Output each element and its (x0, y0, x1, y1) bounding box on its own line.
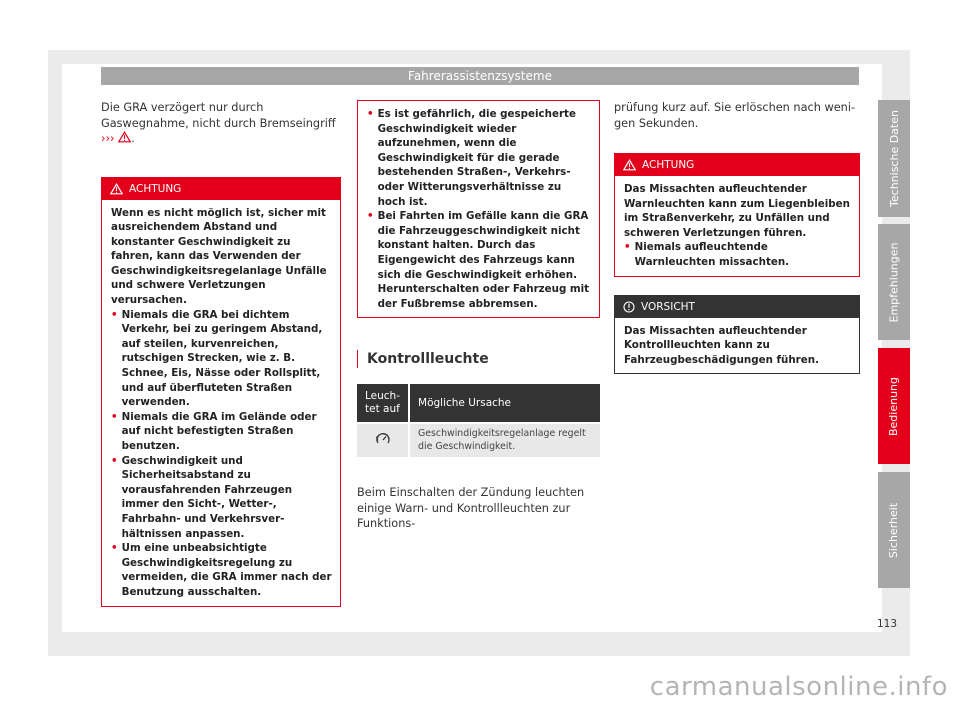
warning-triangle-icon (118, 131, 131, 143)
column-left (101, 100, 341, 607)
achtung-label: ACHTUNG (642, 159, 695, 171)
column-right (614, 100, 860, 374)
cross-reference[interactable]: ››› (101, 132, 115, 145)
vorsicht-box (614, 295, 860, 375)
list-item: • Es ist gefährlich, die gespeicherte Geschwindigkeit wieder aufzunehmen, wenn die Geschwindigkeit für die gerade bestehenden Straßen-, Verkehrs- oder Witterungsverhältnisse zu hoch ist. (367, 108, 576, 208)
cause-cell: Geschwindigkeitsregelanlage regelt die Geschwindigkeit. (409, 423, 600, 457)
achtung-label: ACHTUNG (129, 182, 182, 195)
table-row (357, 423, 600, 457)
info-circle-icon (623, 301, 635, 313)
section-title: Kontrollleuchte (357, 350, 600, 368)
vorsicht-header (615, 296, 859, 318)
watermark: carmanualsonline.info (649, 672, 948, 702)
list-item: • Bei Fahrten im Gefälle kann die GRA die Fahrzeuggeschwindigkeit nicht konstant halten. Durch das Eigengewicht des Fahrzeugs kann sich die Geschwindigkeit erhöhen. Herunterschalten oder Fahrzeug mit der Fußbremse abbremsen. (367, 210, 590, 310)
page-number: 113 (877, 618, 898, 630)
vorsicht-body (615, 318, 859, 374)
tab-bedienung[interactable]: Bedienung (878, 348, 910, 464)
achtung-text: Das Missachten aufleuchtender Warnleuchten kann zum Liegenbleiben im Straßenverkehr, zu Unfällen und schweren Verletzungen führen. (624, 183, 850, 239)
table-header-row (357, 384, 600, 423)
achtung-body (102, 200, 340, 606)
list-item: • Niemals die GRA im Gelände oder auf nicht befestigten Straßen benutzen. (111, 410, 317, 452)
tab-technische-daten[interactable]: Technische Daten (878, 100, 910, 217)
achtung-box-right (614, 153, 860, 277)
column-header: Leuchtet auf (357, 384, 409, 423)
intro-paragraph: Die GRA verzögert nur durch Gaswegnahme, nicht durch Bremseingriff ››› . (101, 101, 336, 145)
achtung-header (102, 178, 340, 200)
list-item: • Um eine unbeabsichtigte Geschwindigkeitsregelung zu vermeiden, die GRA immer nach der Benutzung ausschalten. (111, 542, 332, 598)
list-item: • Geschwindigkeit und Sicherheitsabstand zu vorausfahrenden Fahrzeugen immer den Sicht-, Wetter-, Fahrbahn- und Verkehrsverhältnissen anpassen. (111, 454, 293, 540)
tab-empfehlungen[interactable]: Empfehlungen (878, 224, 910, 340)
warning-triangle-icon (623, 159, 636, 171)
column-header: Mögliche Ursache (409, 384, 600, 423)
achtung-box-left (101, 177, 341, 607)
column-middle (357, 100, 600, 532)
cruise-control-icon (375, 432, 391, 446)
achtung-header (615, 154, 859, 176)
warning-triangle-icon (110, 183, 123, 195)
achtung-text: Wenn es nicht möglich ist, sicher mit ausreichendem Abstand und konstanter Geschwindigkeit zu fahren, kann das Verwenden der Geschwindigkeitsregelanlage Unfälle und schwere Verletzungen verursachen. (111, 206, 327, 307)
achtung-continued-body (358, 101, 599, 317)
achtung-body (615, 176, 859, 276)
vorsicht-label: VORSICHT (641, 300, 695, 313)
body-paragraph: Beim Einschalten der Zündung leuchten einige Warn- und Kontrollleuchten zur Funktions- (357, 486, 585, 531)
indicator-table (357, 384, 600, 457)
vorsicht-text: Das Missachten aufleuchtender Kontrollleuchten kann zu Fahrzeugbeschädigungen führen. (624, 324, 819, 366)
indicator-cell (357, 423, 409, 457)
list-item: • Niemals aufleuchtende Warnleuchten missachten. (624, 241, 790, 268)
chapter-header: Fahrerassistenzsysteme (101, 67, 859, 85)
body-paragraph: prüfung kurz auf. Sie erlöschen nach wenigen Sekunden. (614, 101, 856, 130)
achtung-continued-box (357, 100, 600, 318)
tab-sicherheit[interactable]: Sicherheit (878, 472, 910, 588)
list-item: • Niemals die GRA bei dichtem Verkehr, bei zu geringem Abstand, auf steilen, kurvenreichen, rutschigen Strecken, wie z. B. Schnee, Eis, Nässe oder Rollsplitt, und auf überfluteten Straßen verwenden. (111, 308, 323, 409)
